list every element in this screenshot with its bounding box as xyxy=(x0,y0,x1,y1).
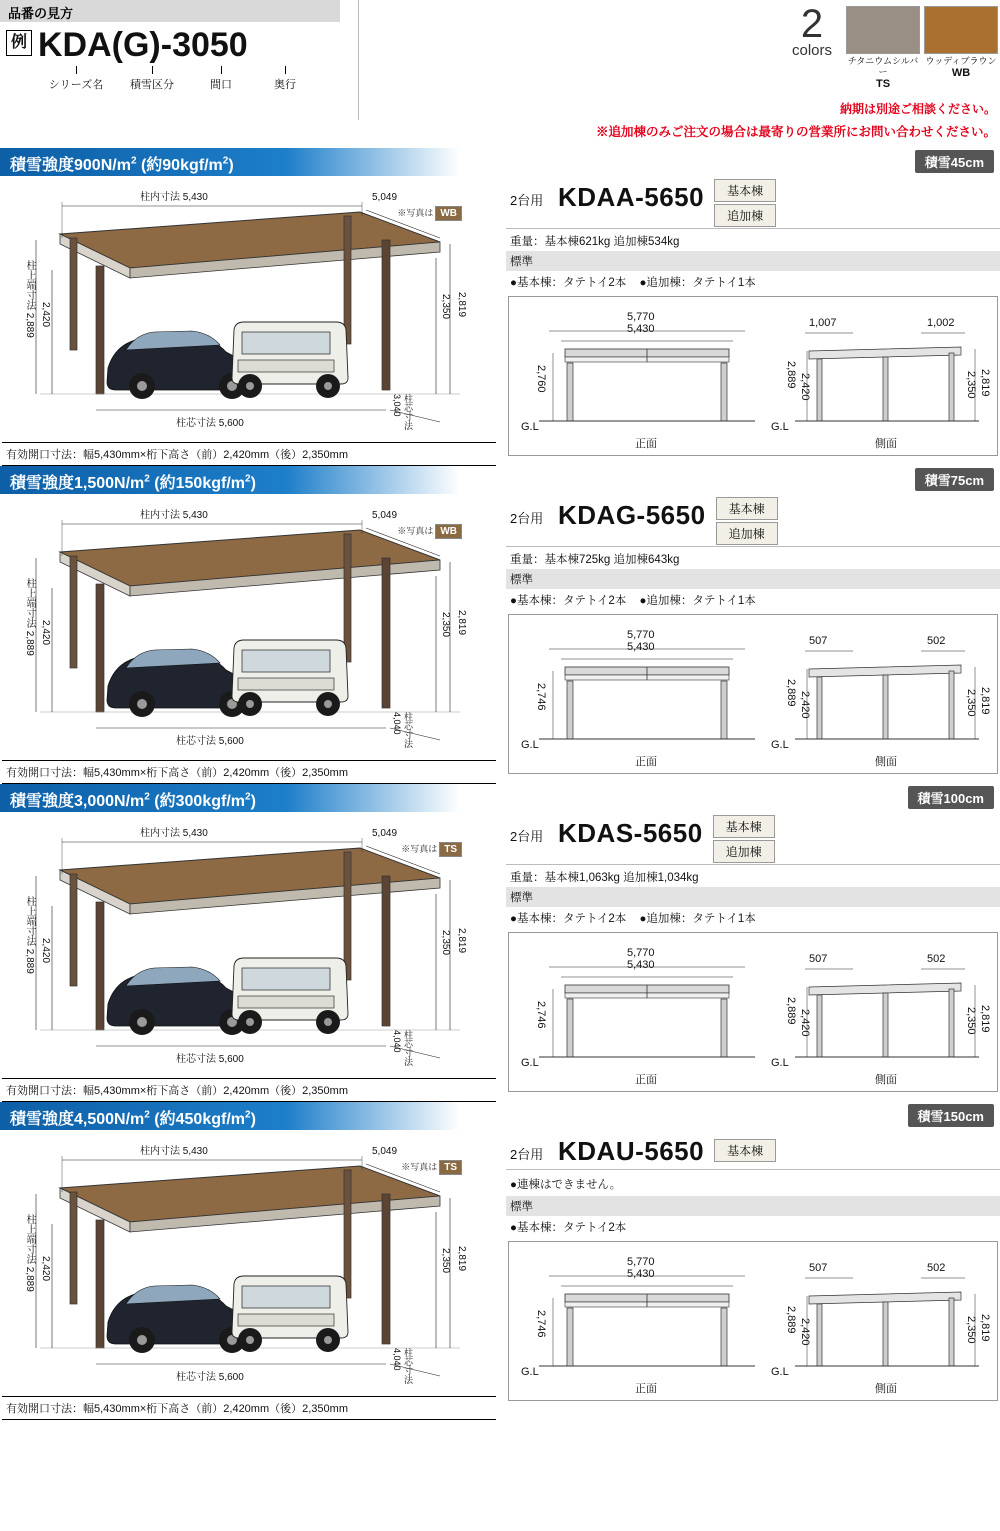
photo-color-chip: WB xyxy=(435,524,462,539)
dim-bottom-right: 柱芯寸法 4,040 xyxy=(392,1030,413,1066)
dim-right-total: 2,819 xyxy=(456,610,467,636)
dim-right-total: 2,819 xyxy=(456,292,467,318)
elevation-svg xyxy=(509,1242,995,1400)
side-dim-2: 502 xyxy=(927,635,946,647)
product-header xyxy=(506,496,1000,547)
tag-extension-unit[interactable]: 追加棟 xyxy=(714,204,776,227)
front-width-outer: 5,770 xyxy=(627,947,655,959)
side-h1: 2,889 xyxy=(785,997,797,1025)
photo-color-chip: TS xyxy=(439,1160,462,1175)
illustration-column xyxy=(0,1132,500,1420)
section-band-wrap xyxy=(0,466,1000,496)
side-h2: 2,420 xyxy=(799,373,811,401)
downspout-spec xyxy=(506,589,1000,612)
product-column xyxy=(500,496,1000,784)
legend-depth: 奥行 xyxy=(254,66,316,92)
dim-depth: 5,049 xyxy=(372,510,398,521)
example-marker: 例 xyxy=(6,30,32,56)
product-tags xyxy=(714,178,776,228)
section-body xyxy=(0,814,1000,1102)
product-capacity: 2台用 xyxy=(510,829,544,844)
side-label: 側面 xyxy=(875,756,897,768)
snow-depth-tag: 積雪100cm xyxy=(908,786,994,809)
product-weight: 重量：基本棟1,063kg 追加棟1,034kg xyxy=(510,872,699,884)
dim-right-beam: 2,350 xyxy=(440,294,451,320)
section-band-wrap xyxy=(0,784,1000,814)
spec-section xyxy=(0,784,1000,1102)
page-header xyxy=(0,0,1000,148)
dim-top-inner: 柱内寸法 5,430 xyxy=(140,828,208,839)
side-dim-1: 507 xyxy=(809,1262,828,1274)
downspout-extension: ●追加棟：タテトイ1本 xyxy=(639,595,756,607)
elevation-diagram xyxy=(508,932,998,1092)
header-title-bar: 品番の見方 xyxy=(0,0,340,22)
legend-width: 間口 xyxy=(188,66,254,92)
dim-bottom-center: 柱芯寸法 5,600 xyxy=(176,418,244,429)
photo-note: ※写真は xyxy=(397,526,434,536)
front-width-inner: 5,430 xyxy=(627,641,655,653)
effective-opening-dimension: 有効開口寸法：幅5,430mm×桁下高さ（前）2,420mm（後）2,350mm xyxy=(2,1078,496,1102)
tag-base-unit[interactable]: 基本棟 xyxy=(714,1139,776,1162)
side-h2: 2,420 xyxy=(799,1009,811,1037)
front-gl: G.L xyxy=(521,1366,539,1378)
side-h2: 2,420 xyxy=(799,691,811,719)
side-dim-2: 1,002 xyxy=(927,317,955,329)
standard-label: 標準 xyxy=(506,251,1000,271)
side-h4: 2,350 xyxy=(965,1007,977,1035)
colors-count xyxy=(791,2,832,59)
product-code: KDAA-5650 xyxy=(558,182,705,212)
swatch-ts-chip xyxy=(846,6,920,54)
snow-strength-band: 積雪強度$3,000N/m^2$ (約$300kgf/m^2$) xyxy=(0,784,460,812)
order-note: ※追加棟のみご注文の場合は最寄りの営業所にお問い合わせください。 xyxy=(595,125,996,139)
front-width-outer: 5,770 xyxy=(627,311,655,323)
product-tags xyxy=(716,496,778,546)
snow-strength-band: 積雪強度$1,500N/m^2$ (約$150kgf/m^2$) xyxy=(0,466,460,494)
delivery-note: 納期は別途ご相談ください。 xyxy=(839,102,996,116)
snow-depth-tag: 積雪150cm xyxy=(908,1104,994,1127)
dim-bottom-right: 柱芯寸法 4,040 xyxy=(392,1348,413,1384)
side-label: 側面 xyxy=(875,1383,897,1395)
side-h3: 2,819 xyxy=(979,1314,991,1342)
side-h2: 2,420 xyxy=(799,1318,811,1346)
front-width-inner: 5,430 xyxy=(627,959,655,971)
side-gl: G.L xyxy=(771,421,789,433)
side-h3: 2,819 xyxy=(979,1005,991,1033)
product-column xyxy=(500,1132,1000,1420)
elevation-diagram xyxy=(508,296,998,456)
model-number: KDA(G)-3050 xyxy=(38,26,248,64)
illustration-column xyxy=(0,496,500,784)
elevation-svg xyxy=(509,297,995,455)
front-height: 2,746 xyxy=(535,1001,547,1029)
dim-right-beam: 2,350 xyxy=(440,930,451,956)
photo-note: ※写真は xyxy=(401,844,438,854)
side-gl: G.L xyxy=(771,1057,789,1069)
color-options xyxy=(791,2,998,90)
front-width-outer: 5,770 xyxy=(627,1256,655,1268)
tag-extension-unit[interactable]: 追加棟 xyxy=(713,840,775,863)
downspout-base: ●基本棟：タテトイ2本 xyxy=(510,277,627,289)
dim-right-total: 2,819 xyxy=(456,1246,467,1272)
side-dim-1: 507 xyxy=(809,953,828,965)
dim-left-beam-height: 2,420 xyxy=(40,302,51,328)
no-extension-note: ●連棟はできません。 xyxy=(510,1179,622,1191)
product-header xyxy=(506,178,1000,229)
dim-right-beam: 2,350 xyxy=(440,612,451,638)
dim-bottom-center: 柱芯寸法 5,600 xyxy=(176,1372,244,1383)
photo-color-chip: WB xyxy=(435,206,462,221)
dim-left-post-height: 柱上端寸法 2,889 xyxy=(24,260,35,338)
downspout-spec xyxy=(506,1216,1000,1239)
product-weight: 重量：基本棟621kg 追加棟534kg xyxy=(510,236,680,248)
dim-top-inner: 柱内寸法 5,430 xyxy=(140,192,208,203)
carport-illustration xyxy=(0,818,500,1076)
tag-base-unit[interactable]: 基本棟 xyxy=(716,497,778,520)
product-capacity: 2台用 xyxy=(510,1147,544,1162)
dim-left-post-height: 柱上端寸法 2,889 xyxy=(24,896,35,974)
dim-left-beam-height: 2,420 xyxy=(40,1256,51,1282)
dim-left-post-height: 柱上端寸法 2,889 xyxy=(24,578,35,656)
snow-depth-tag: 積雪45cm xyxy=(915,150,994,173)
dim-left-post-height: 柱上端寸法 2,889 xyxy=(24,1214,35,1292)
carport-illustration xyxy=(0,500,500,758)
photo-note: ※写真は xyxy=(401,1162,438,1172)
front-height: 2,760 xyxy=(535,365,547,393)
snow-depth-tag: 積雪75cm xyxy=(915,468,994,491)
front-gl: G.L xyxy=(521,1057,539,1069)
side-dim-2: 502 xyxy=(927,1262,946,1274)
model-legend xyxy=(36,66,336,92)
product-capacity: 2台用 xyxy=(510,511,544,526)
side-dim-2: 502 xyxy=(927,953,946,965)
section-body xyxy=(0,178,1000,466)
carport-illustration xyxy=(0,1136,500,1394)
side-h4: 2,350 xyxy=(965,689,977,717)
swatch-ts xyxy=(846,6,920,90)
dim-bottom-center: 柱芯寸法 5,600 xyxy=(176,736,244,747)
standard-label: 標準 xyxy=(506,1196,1000,1216)
product-code: KDAU-5650 xyxy=(558,1136,705,1166)
side-h1: 2,889 xyxy=(785,1306,797,1334)
side-dim-1: 507 xyxy=(809,635,828,647)
illustration-column xyxy=(0,814,500,1102)
illustration-column xyxy=(0,178,500,466)
spec-section xyxy=(0,1102,1000,1420)
downspout-spec xyxy=(506,907,1000,930)
product-tags xyxy=(713,814,775,864)
front-label: 正面 xyxy=(635,1074,657,1086)
dim-depth: 5,049 xyxy=(372,1146,398,1157)
downspout-base: ●基本棟：タテトイ2本 xyxy=(510,595,627,607)
side-label: 側面 xyxy=(875,1074,897,1086)
product-capacity: 2台用 xyxy=(510,193,544,208)
photo-color-chip: TS xyxy=(439,842,462,857)
elevation-svg xyxy=(509,933,995,1091)
front-label: 正面 xyxy=(635,1383,657,1395)
swatch-ts-code: TS xyxy=(875,78,891,90)
downspout-extension: ●追加棟：タテトイ1本 xyxy=(639,277,756,289)
side-gl: G.L xyxy=(771,1366,789,1378)
product-column xyxy=(500,814,1000,1102)
side-dim-1: 1,007 xyxy=(809,317,837,329)
tag-base-unit[interactable]: 基本棟 xyxy=(713,815,775,838)
product-column xyxy=(500,178,1000,466)
legend-series: シリーズ名 xyxy=(36,66,116,92)
side-h4: 2,350 xyxy=(965,1316,977,1344)
side-h3: 2,819 xyxy=(979,369,991,397)
snow-strength-band: 積雪強度$900N/m^2$ (約$90kgf/m^2$) xyxy=(0,148,460,176)
spec-section xyxy=(0,466,1000,784)
product-code: KDAG-5650 xyxy=(558,500,706,530)
section-body xyxy=(0,496,1000,784)
colors-count-number: 2 xyxy=(800,2,824,46)
downspout-spec xyxy=(506,271,1000,294)
header-divider xyxy=(358,0,359,120)
dim-bottom-right: 柱芯寸法 4,040 xyxy=(392,712,413,748)
front-width-inner: 5,430 xyxy=(627,323,655,335)
section-body xyxy=(0,1132,1000,1420)
snow-strength-band: 積雪強度$4,500N/m^2$ (約$450kgf/m^2$) xyxy=(0,1102,460,1130)
swatch-wb-chip xyxy=(924,6,998,54)
swatch-ts-name: チタニウムシルバー xyxy=(847,56,919,77)
dim-bottom-center: 柱芯寸法 5,600 xyxy=(176,1054,244,1065)
tag-extension-unit[interactable]: 追加棟 xyxy=(716,522,778,545)
elevation-svg xyxy=(509,615,995,773)
product-header xyxy=(506,814,1000,865)
side-h1: 2,889 xyxy=(785,679,797,707)
legend-snow: 積雪区分 xyxy=(116,66,188,92)
side-h1: 2,889 xyxy=(785,361,797,389)
elevation-diagram xyxy=(508,614,998,774)
dim-top-inner: 柱内寸法 5,430 xyxy=(140,1146,208,1157)
product-code: KDAS-5650 xyxy=(558,818,703,848)
tag-base-unit[interactable]: 基本棟 xyxy=(714,179,776,202)
dim-depth: 5,049 xyxy=(372,192,398,203)
front-label: 正面 xyxy=(635,756,657,768)
effective-opening-dimension: 有効開口寸法：幅5,430mm×桁下高さ（前）2,420mm（後）2,350mm xyxy=(2,760,496,784)
product-weight: 重量：基本棟725kg 追加棟643kg xyxy=(510,554,680,566)
front-gl: G.L xyxy=(521,739,539,751)
dim-right-total: 2,819 xyxy=(456,928,467,954)
elevation-diagram xyxy=(508,1241,998,1401)
model-legend-block xyxy=(0,22,360,92)
downspout-base: ●基本棟：タテトイ2本 xyxy=(510,913,627,925)
front-gl: G.L xyxy=(521,421,539,433)
side-h3: 2,819 xyxy=(979,687,991,715)
swatch-wb-code: WB xyxy=(951,67,971,79)
downspout-base: ●基本棟：タテトイ2本 xyxy=(510,1222,627,1234)
side-label: 側面 xyxy=(875,438,897,450)
carport-illustration xyxy=(0,182,500,440)
swatch-wb xyxy=(924,6,998,79)
dim-depth: 5,049 xyxy=(372,828,398,839)
effective-opening-dimension: 有効開口寸法：幅5,430mm×桁下高さ（前）2,420mm（後）2,350mm xyxy=(2,1396,496,1420)
dim-left-beam-height: 2,420 xyxy=(40,938,51,964)
side-h4: 2,350 xyxy=(965,371,977,399)
standard-label: 標準 xyxy=(506,569,1000,589)
effective-opening-dimension: 有効開口寸法：幅5,430mm×桁下高さ（前）2,420mm（後）2,350mm xyxy=(2,442,496,466)
dim-left-beam-height: 2,420 xyxy=(40,620,51,646)
swatch-wb-name: ウッディブラウン xyxy=(925,56,997,66)
colors-count-label: colors xyxy=(791,42,832,59)
front-width-inner: 5,430 xyxy=(627,1268,655,1280)
standard-label: 標準 xyxy=(506,887,1000,907)
front-height: 2,746 xyxy=(535,683,547,711)
dim-right-beam: 2,350 xyxy=(440,1248,451,1274)
product-header xyxy=(506,1132,1000,1170)
side-gl: G.L xyxy=(771,739,789,751)
front-height: 2,746 xyxy=(535,1310,547,1338)
product-tags xyxy=(714,1132,776,1169)
dim-top-inner: 柱内寸法 5,430 xyxy=(140,510,208,521)
section-band-wrap xyxy=(0,148,1000,178)
downspout-extension: ●追加棟：タテトイ1本 xyxy=(639,913,756,925)
dim-bottom-right: 柱芯寸法 3,040 xyxy=(392,394,413,430)
front-label: 正面 xyxy=(635,438,657,450)
section-band-wrap xyxy=(0,1102,1000,1132)
front-width-outer: 5,770 xyxy=(627,629,655,641)
photo-note: ※写真は xyxy=(397,208,434,218)
spec-section xyxy=(0,148,1000,466)
